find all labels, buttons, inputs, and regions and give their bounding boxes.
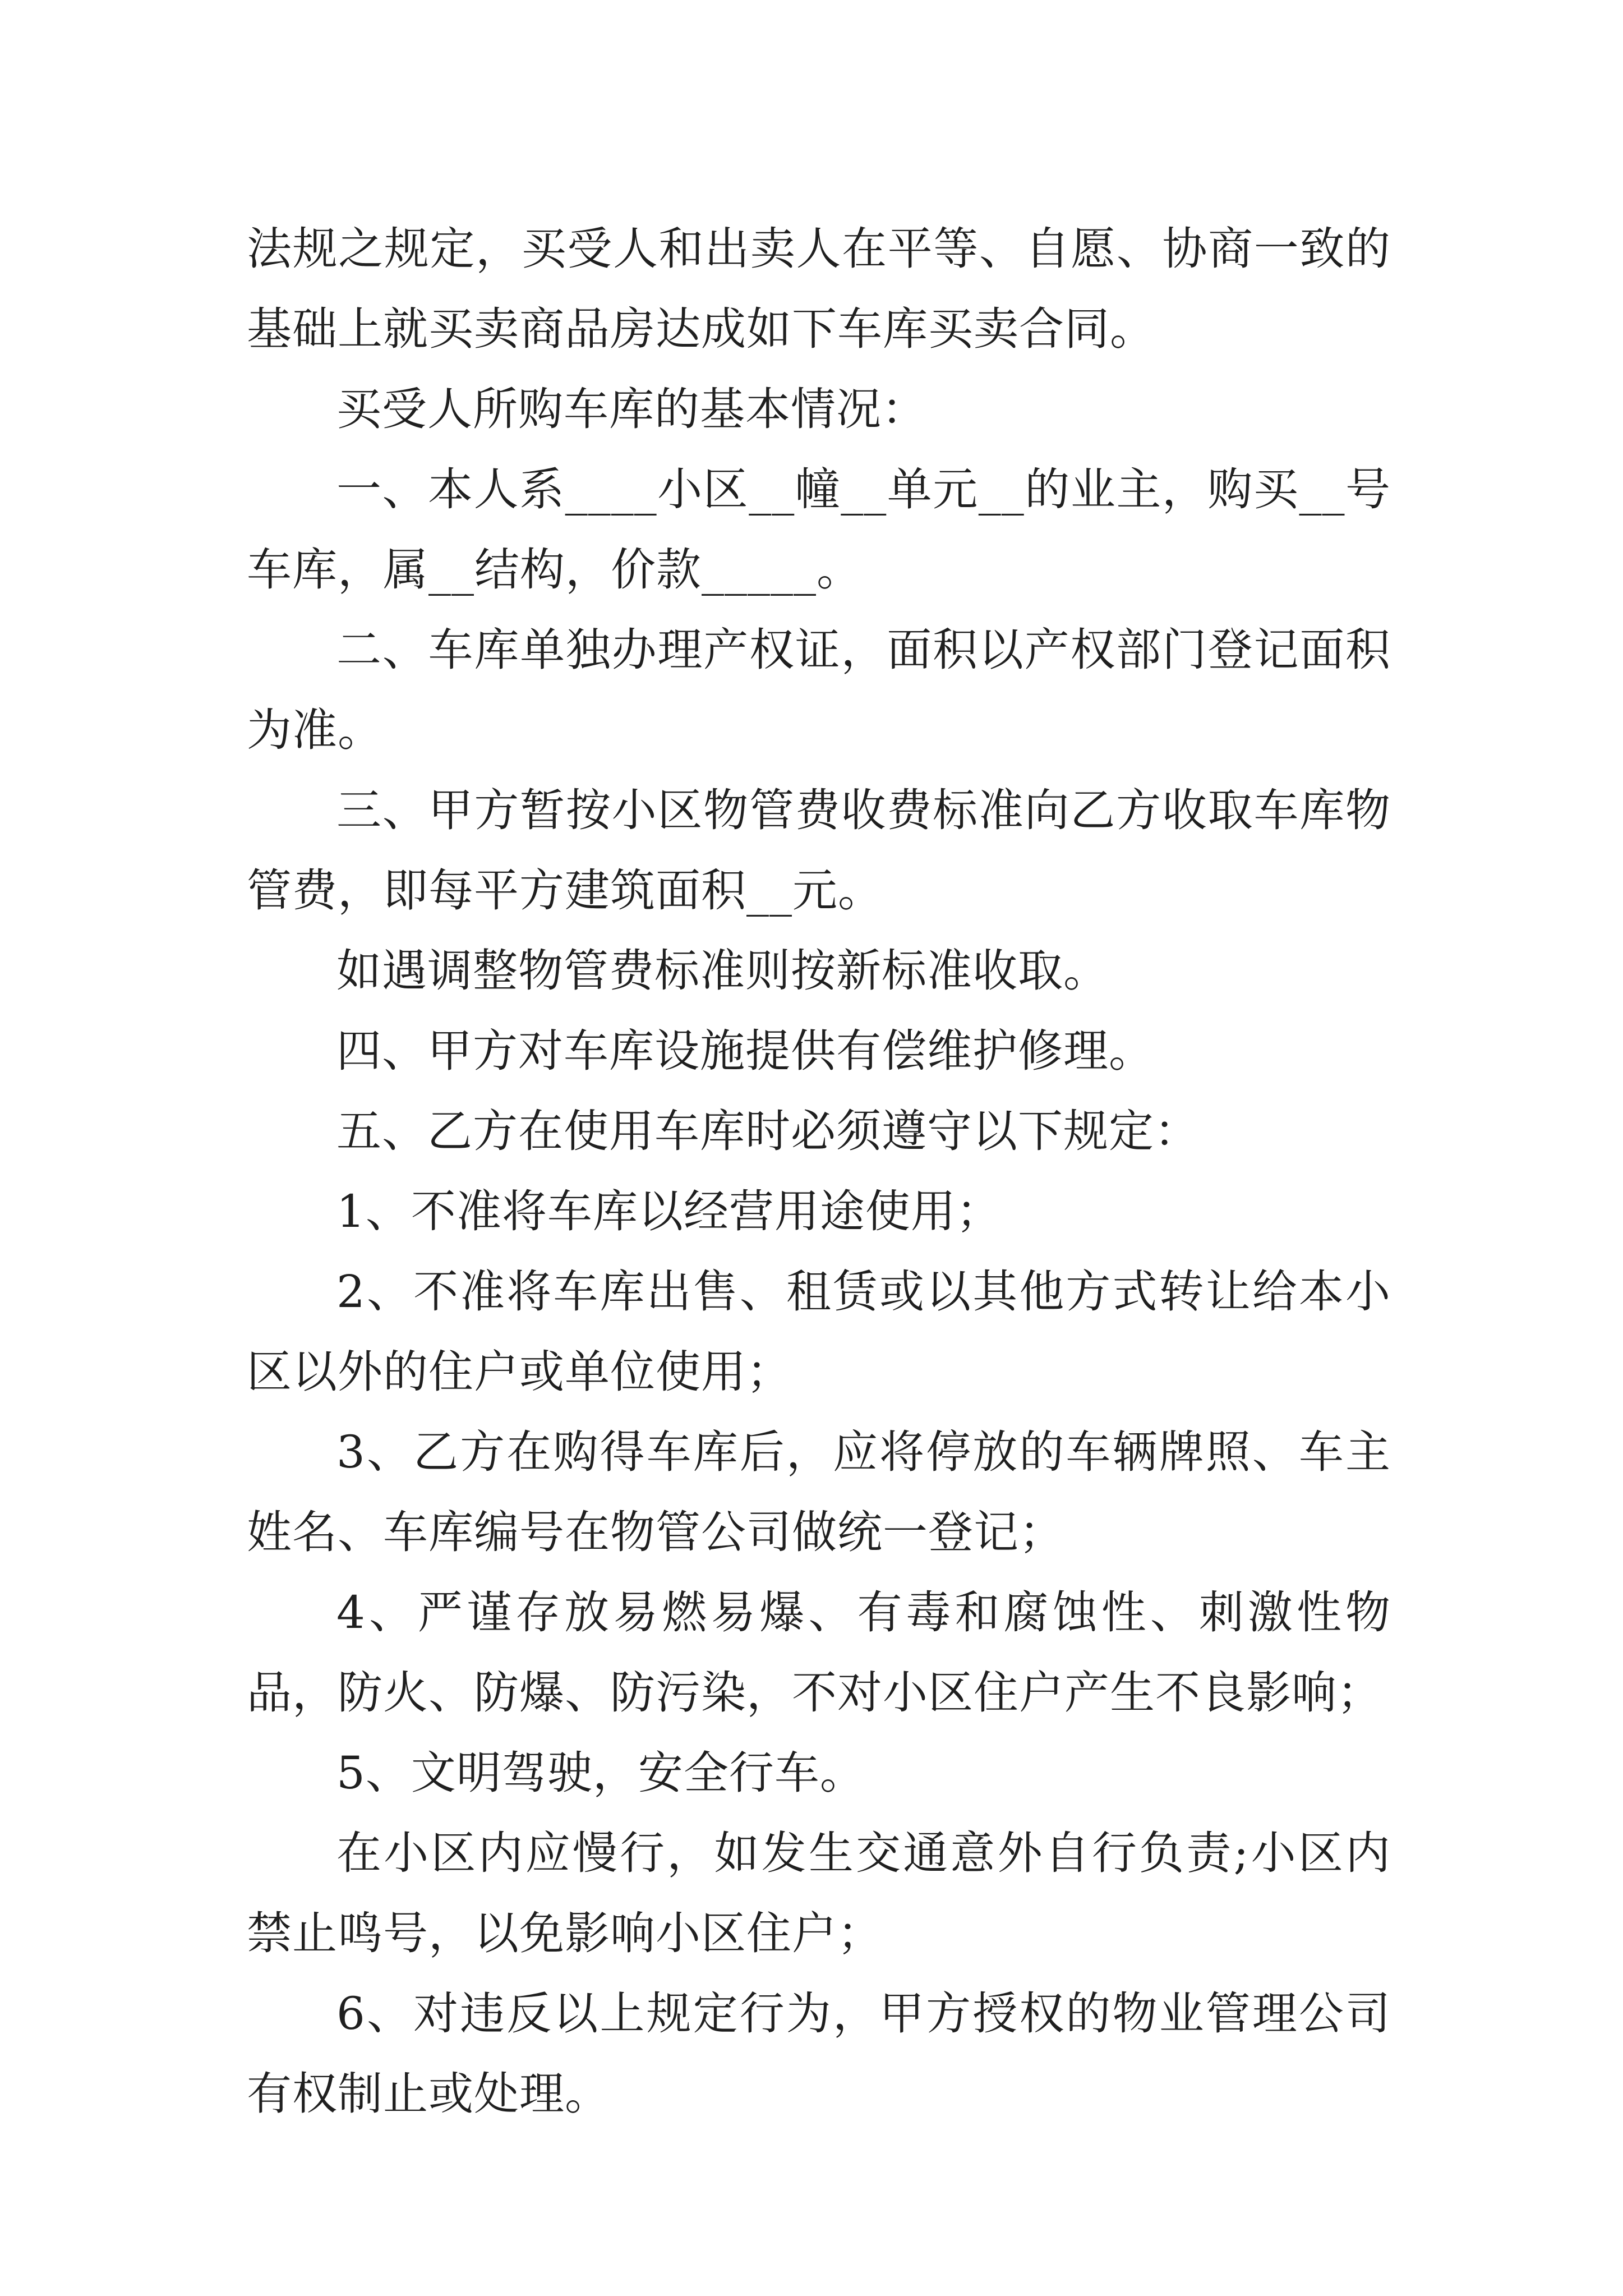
paragraph-rule-4: 4、严谨存放易燃易爆、有毒和腐蚀性、刺激性物品，防火、防爆、防污染，不对小区住户产生不良影响；	[247, 1586, 1391, 1719]
paragraph-rule-5-detail: 在小区内应慢行，如发生交通意外自行负责;小区内禁止鸣号，以免影响小区住户；	[247, 1827, 1391, 1959]
paragraph-fee-adjustment: 如遇调整物管费标准则按新标准收取。	[336, 945, 1109, 997]
paragraph-clause-2: 二、车库单独办理产权证，面积以产权部门登记面积为准。	[247, 624, 1391, 756]
paragraph-clause-3: 三、甲方暂按小区物管费收费标准向乙方收取车库物管费，即每平方建筑面积__元。	[247, 784, 1391, 917]
paragraph-clause-4: 四、甲方对车库设施提供有偿维护修理。	[336, 1025, 1154, 1077]
paragraph-clause-1: 一、本人系____小区__幢__单元__的业主，购买__号车库，属__结构，价款_____。	[247, 463, 1391, 596]
paragraph-preamble: 法规之规定，买受人和出卖人在平等、自愿、协商一致的基础上就买卖商品房达成如下车库买卖合同。	[247, 223, 1391, 355]
paragraph-rule-6: 6、对违反以上规定行为，甲方授权的物业管理公司有权制止或处理。	[247, 1987, 1391, 2120]
paragraph-rule-5: 5、文明驾驶，安全行车。	[336, 1747, 865, 1799]
paragraph-rule-3: 3、乙方在购得车库后，应将停放的车辆牌照、车主姓名、车库编号在物管公司做统一登记；	[247, 1426, 1391, 1558]
paragraph-rule-2: 2、不准将车库出售、租赁或以其他方式转让给本小区以外的住户或单位使用；	[247, 1266, 1391, 1398]
contract-body	[247, 209, 1391, 2134]
paragraph-clause-5: 五、乙方在使用车库时必须遵守以下规定：	[336, 1105, 1200, 1157]
paragraph-garage-basic-info-heading: 买受人所购车库的基本情况：	[336, 383, 927, 435]
paragraph-rule-1: 1、不准将车库以经营用途使用；	[336, 1185, 1002, 1237]
